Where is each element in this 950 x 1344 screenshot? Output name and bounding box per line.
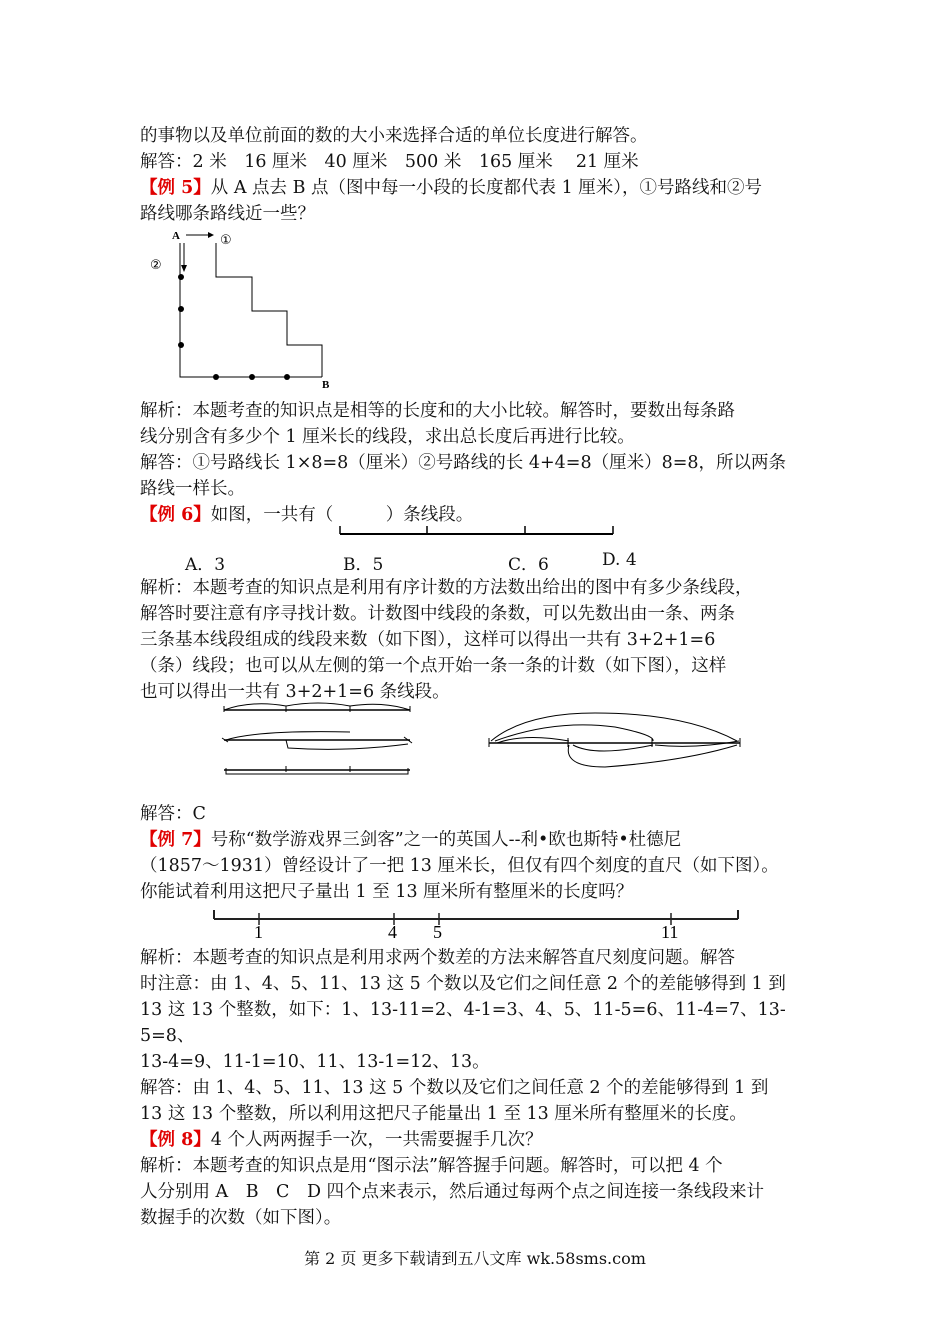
text-line: （1857～1931）曾经设计了一把 13 厘米长，但仅有四个刻度的直尺（如下图）。 <box>140 856 779 876</box>
ruler-mark-1: 1 <box>254 922 263 942</box>
ruler-mark-11: 11 <box>661 922 679 942</box>
text-line: 解析：本题考查的知识点是利用求两个数差的方法来解答直尺刻度问题。解答 <box>140 948 735 968</box>
text-line: 解析：本题考查的知识点是利用有序计数的方法数出给出的图中有多少条线段， <box>140 578 753 598</box>
text-line: 线分别含有多少个 1 厘米长的线段，求出总长度后再进行比较。 <box>140 427 635 447</box>
text-line: 也可以得出一共有 3+2+1=6 条线段。 <box>140 682 450 702</box>
example-6-question: 如图，一共有（ ）条线段。 <box>210 505 474 525</box>
text-line: 解答时要注意有序寻找计数。计数图中线段的条数，可以先数出由一条、两条 <box>140 604 735 624</box>
segment-counting-diagram-left <box>218 698 418 783</box>
text-line: 13 这 13 个整数，所以利用这把尺子能量出 1 至 13 厘米所有整厘米的长度。 <box>140 1104 747 1124</box>
example-6-tag: 【例 6】 <box>140 505 211 525</box>
example-8-tag: 【例 8】 <box>140 1130 211 1150</box>
text-line: 解析：本题考查的知识点是相等的长度和的大小比较。解答时，要数出每条路 <box>140 401 735 421</box>
ruler-figure <box>210 905 745 940</box>
text-line: 路线一样长。 <box>140 479 245 499</box>
text-line: 你能试着利用这把尺子量出 1 至 13 厘米所有整厘米的长度吗？ <box>140 882 634 902</box>
text-line: 路线哪条路线近一些？ <box>140 204 315 224</box>
option-b: B．5 <box>343 555 384 575</box>
answer-line: 解答：C <box>140 804 206 824</box>
option-c: C．6 <box>508 555 549 575</box>
text-line: 人分别用 A B C D 四个点来表示，然后通过每两个点之间连接一条线段来计 <box>140 1182 765 1202</box>
label-b: B <box>322 379 330 391</box>
text-line: 解析：本题考查的知识点是用“图示法”解答握手问题。解答时，可以把 4 个 <box>140 1156 723 1176</box>
ruler-mark-4: 4 <box>388 922 397 942</box>
label-a: A <box>172 230 180 242</box>
example-7-tag: 【例 7】 <box>140 830 211 850</box>
ruler-mark-5: 5 <box>433 922 442 942</box>
example-7-heading <box>140 827 681 853</box>
option-d: D. 4 <box>602 550 637 570</box>
text-line: 三条基本线段组成的线段来数（如下图），这样可以得出一共有 3+2+1=6 <box>140 630 716 650</box>
example-8-heading <box>140 1127 542 1153</box>
example-8-question: 4 个人两两握手一次，一共需要握手几次？ <box>210 1130 543 1150</box>
segment-figure <box>335 522 620 542</box>
text-line: 时注意：由 1、4、5、11、13 这 5 个数以及它们之间任意 2 个的差能够得到 1 到 <box>140 974 786 994</box>
answer-line: 解答：①号路线长 1×8=8（厘米）②号路线的长 4+4=8（厘米）8=8，所以两条 <box>140 453 787 473</box>
text-line: 13 这 13 个整数，如下：1、13-11=2、4-1=3、4、5、11-5=6、11-4=7、13- <box>140 1000 786 1020</box>
text-line: 5=8、 <box>140 1026 195 1046</box>
option-a: A．3 <box>185 555 226 575</box>
text-line: （条）线段；也可以从左侧的第一个点开始一条一条的计数（如下图），这样 <box>140 656 727 676</box>
answer-line: 解答：2 米 16 厘米 40 厘米 500 米 165 厘米 21 厘米 <box>140 152 639 172</box>
route-1-label: ① <box>220 233 232 248</box>
text-line: 数握手的次数（如下图）。 <box>140 1208 342 1228</box>
example-5-tag: 【例 5】 <box>140 178 211 198</box>
example-5-heading <box>140 175 762 201</box>
example-7-question: 号称“数学游戏界三剑客”之一的英国人--利•欧也斯特•杜德尼 <box>210 830 682 850</box>
text-line: 的事物以及单位前面的数的大小来选择合适的单位长度进行解答。 <box>140 126 648 146</box>
example-5-question: 从 A 点去 B 点（图中每一小段的长度都代表 1 厘米），①号路线和②号 <box>210 178 763 198</box>
route-2-label: ② <box>150 258 162 273</box>
segment-counting-diagram-right <box>485 705 745 780</box>
route-figure <box>150 225 350 390</box>
text-line: 13-4=9、11-1=10、11、13-1=12、13。 <box>140 1052 490 1072</box>
answer-line: 解答：由 1、4、5、11、13 这 5 个数以及它们之间任意 2 个的差能够得到 1 到 <box>140 1078 769 1098</box>
page-footer: 第 2 页 更多下载请到五八文库 wk.58sms.com <box>304 1249 646 1268</box>
